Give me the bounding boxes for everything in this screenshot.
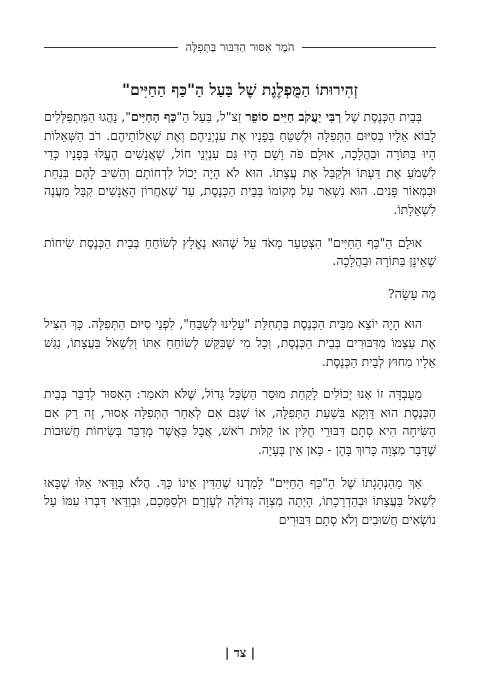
question-line: מֶה עָשָׂה? — [388, 285, 436, 301]
book-name: כַּף הַחַיִּים — [131, 109, 177, 124]
paragraph-1-part-e: ", נָהֲגוּ הַמִּתְפַּלְּלִים לָבוֹא אֵלָיו בְּסִיּוּם הַתְּפִלָּה וּלְשַׁטֵּחַ בְּפָנָיו אֶת עִנְיְנֵיהֶם וְאֶת שְׁאֵלוֹתֵיהֶם. רֹב הַשְּׁאֵלוֹת הָיוּ בַּתּוֹרָה וּבַהֲלָכָה, אוּלָם פֹּה וָשָׁם הָיוּ גַּם עִנְיְנֵי חוֹל, שֶׁאֲנָשִׁים הֶעֱלוּ בְּפָנָיו כְּדֵי לִשְׁמֹעַ אֶת דַּעְתּוֹ וּלְקַבֵּל אֶת עֲצָתוֹ. הוּא לֹא הָיָה יָכוֹל לִדְחוֹתָם וְהֵשִׁיב לָהֶם בְּנַחַת וּבִמְאוֹר פָּנִים. הוּא נִשְׁאַר עַל מְקוֹמוֹ בְּבֵית הַכְּנֶסֶת, עַד שֶׁאַחֲרוֹן הָאֲנָשִׁים קִבֵּל מַעֲנֶה לִשְׁאֵלָתוֹ. — [43, 109, 436, 217]
paragraph-5: אַךְ מֵהַנְהָגָתוֹ שֶׁל הַ"כַּף הַחַיִּים" לָמַדְנוּ שֶׁהַדִּין אֵינוֹ כָּךְ. הֲלֹא בְּוַדַּאי אֵלּוּ שֶׁבָּאוּ לִשְׁאֹל בַּעֲצָתוֹ וּבְהַדְרָכָתוֹ, הָיְתָה מִצְוָה גְּדוֹלָה לְעָזְרָם וּלְסַמְּכָם, וּבְוַדַּאי דִּבְּרוּ עִמּוֹ עַל נוֹשְׂאִים חֲשׁוּבִים וְלֹא סְתָם דִּבּוּרִים — [44, 474, 436, 527]
paragraph-1 — [44, 108, 436, 220]
page-number: | צד | — [224, 645, 256, 660]
running-header — [44, 40, 436, 54]
header-rule-right — [302, 47, 436, 48]
paragraph-3: הוּא הָיָה יוֹצֵא מִבֵּית הַכְּנֶסֶת בִּתְחִלַּת "עָלֵינוּ לְשַׁבֵּחַ", לִפְנֵי סִיּוּם הַתְּפִלָּה. כָּךְ הִצִּיל אֶת עַצְמוֹ מִדִּבּוּרִים בְּבֵית הַכְּנֶסֶת, וְכָל מִי שֶׁבִּקֵּשׁ לְשׂוֹחֵחַ אִתּוֹ וְלִשְׁאֹל בַּעֲצָתוֹ, נִגַּשׁ אֵלָיו מִחוּץ לְבֵית הַכְּנֶסֶת. — [44, 316, 436, 369]
article-title: זְהִירוּתוֹ הַמֻּפְלֶגֶת שֶׁל בַּעַל הַ"כַּף הַחַיִּים" — [122, 80, 358, 99]
paragraph-1-part-c: זַצ"ל, בַּעַל הַ" — [176, 109, 246, 124]
paragraph-4: מֵעֻבְדָּה זוֹ אָנוּ יְכוֹלִים לָקַחַת מוּסַר הַשְׂכֵּל גָּדוֹל, שֶׁלֹּא תֹּאמַר: הָאִסּוּר לְדַבֵּר בְּבֵית הַכְּנֶסֶת הוּא דַּוְקָא בִּשְׁעַת הַתְּפִלָּה, אוֹ שֶׁגַּם אִם לְאַחַר הַתְּפִלָּה אָסוּר, זֶה רַק אִם הַשִּׂיחָה הִיא סְתָם דִּבּוּרֵי חֻלִּין אוֹ קַלּוּת רֹאשׁ, אֲבָל כַּאֲשֶׁר מְדַבֵּר בְּשִׂיחוֹת חֲשׁוּבוֹת שֶׁדָּבָר מִצְוָה כָּרוּךְ בָּהֶן - כָּאן אֵין בְּעָיָה. — [44, 386, 436, 457]
header-rule-left — [44, 47, 178, 48]
article-body — [44, 108, 436, 543]
paragraph-2: אוּלָם הַ"כַּף הַחַיִּים" הִצְטַעֵר מְאֹד עַל שֶׁהוּא נֶאֱלָץ לְשׂוֹחֵחַ בְּבֵית הַכְּנֶסֶת שִׂיחוֹת שֶׁאֵינָן בַּתּוֹרָה וּבַהֲלָכָה. — [44, 234, 436, 269]
rabbi-name: רַבִּי יַעֲקֹב חַיִּים סוֹפֵר — [245, 109, 342, 124]
running-header-title: הֹמֶר אִסּוּר הַדִּבּוּר בַּתְּפִלָּה — [185, 40, 295, 54]
paragraph-1-part-a: בְּבֵית הַכְּנֶסֶת שֶׁל — [341, 109, 422, 124]
